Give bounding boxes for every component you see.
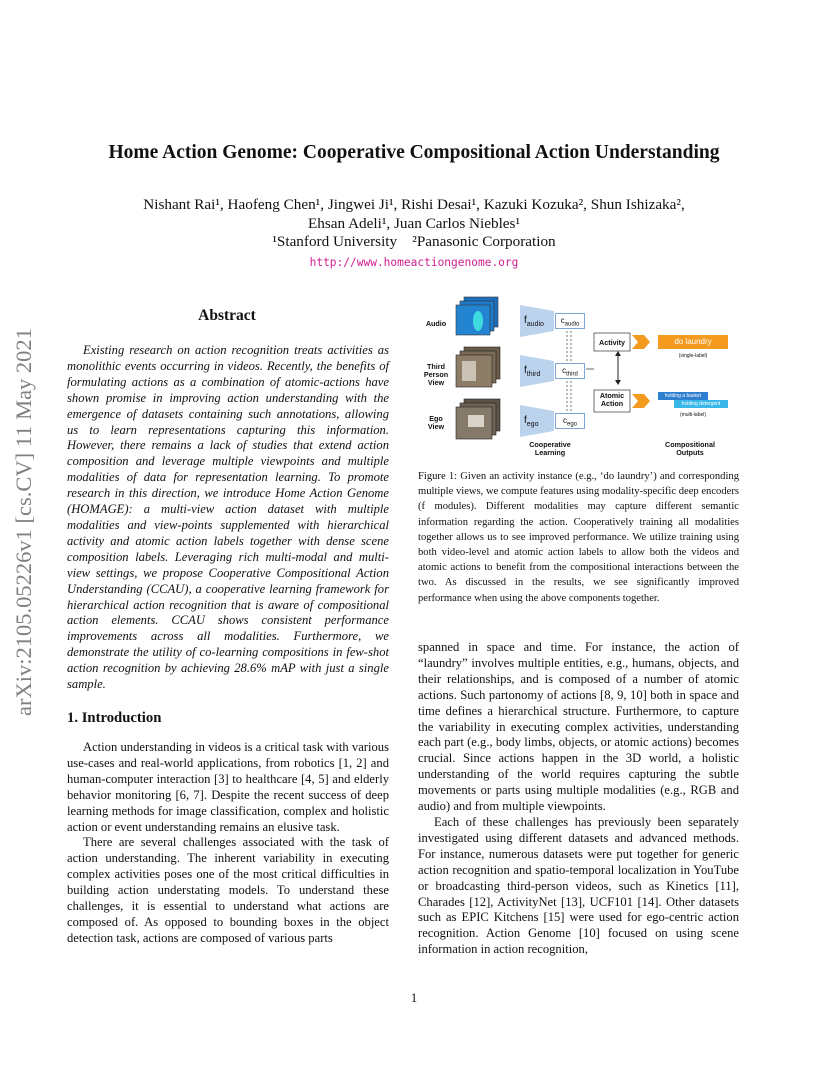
intro-right-paragraph-1: spanned in space and time. For instance, the action of “laundry” involves multiple entities, e.g., humans, objects, and their relationships, and is composed of a number of atomic actions. Such partonomy of actions [8, 9, 10] both in space and time defines a hierarchical structure. Furthermore, to capture the variability in executing complex activities, understanding each part (e.g., body limbs, objects, or atomic actions) becomes crucial. Since actions happen in the 3D world, a holistic understanding of the world requires capturing the subtle movements or parts using multiple modalities (e.g., RGB and audio) and from multiple viewpoints. [418, 640, 739, 814]
introduction-left-column [67, 740, 389, 947]
c-third-feature: $c_{third}$ [555, 363, 585, 379]
f-third-encoder: $f_{third}$ [524, 365, 541, 378]
abstract-text: Existing research on action recognition treats activities as monolithic events occurring in videos. Recently, the benefits of formulating actions as a combination of atomic-actions have shown promise in improving action understanding with the emergence of datasets containing such annotations, allowing us to learn representations capturing this information. However, there remains a lack of studies that extend action composition and leverage multiple viewpoints and multiple modalities of data for representation learning. To promote research in this direction, we introduce Home Action Genome (HOMAGE): a multi-view action dataset with multiple modalities and view-points supplemented with hierarchical activity and atomic action labels together with dense scene composition labels. Leveraging rich multi-modal and multi-view settings, we propose Cooperative Compositional Action Understanding (CCAU), a cooperative learning framework for hierarchical action recognition that is aware of compositional action elements. CCAU shows consistent performance improvements across all modalities. Furthermore, we demonstrate the utility of co-learning compositions in few-shot action recognition by achieving 28.6% mAP with just a single sample. [67, 343, 389, 692]
audio-spectrogram-stack [456, 297, 498, 335]
cooperative-learning-label: Cooperative Learning [529, 440, 571, 457]
holding-detergent-output: holding detergent [674, 400, 728, 408]
arxiv-identifier: arXiv:2105.05226v1 [cs.CV] 11 May 2021 [11, 328, 36, 716]
author-list [60, 195, 768, 233]
page-number: 1 [410, 990, 418, 1005]
activity-label: Activity [599, 338, 625, 347]
ego-view-label: Ego View [427, 414, 445, 431]
holding-basket-output: holding a basket [658, 392, 708, 400]
intro-paragraph-1: Action understanding in videos is a critical task with various use-cases and real-world applications, from robotics [1, 2] and human-computer interaction [3] to healthcare [4, 5] and elderly behavior monitoring [6, 7]. Despite the recent success of deep learning methods for image classification, complex and holistic action or event understanding remains an elusive task. [67, 740, 389, 834]
affiliations: ¹Stanford University ²Panasonic Corporation [272, 233, 556, 250]
figure-1 [418, 291, 739, 461]
c-ego-feature: $c_{ego}$ [555, 413, 585, 429]
third-person-label: Third Person View [423, 362, 449, 387]
figure-1-caption: Figure 1: Given an activity instance (e.g., ‘do laundry’) and corresponding multiple views, we compute features using modality-specific deep encoders (f modules). Different modalities may capture different semantic information regarding the action. Cooperatively training all modalities together allows us to see improved performance. We utilize training using both video-level and atomic action labels to allow both the videos and atomic actions to benefit from the compositional interactions between the two. As discussed in the results, we see significantly improved performance when using the above components together. [418, 471, 739, 604]
authors-line-2: Ehsan Adeli¹, Juan Carlos Niebles¹ [308, 215, 520, 232]
third-person-frames [456, 347, 500, 387]
c-audio-feature: $c_{audio}$ [555, 313, 585, 329]
activity-arrow [632, 335, 650, 349]
introduction-heading: 1. Introduction [67, 710, 162, 726]
intro-paragraph-2: There are several challenges associated with the task of action understanding. The inherent variability in executing complex activities poses one of the most critical difficulties in building action understating models. To understand these challenges, it is essential to understand what actions are composed of. As opposed to bounding boxes in the object detection task, actions are composed of various parts [67, 835, 389, 945]
audio-label: Audio [425, 319, 447, 328]
do-laundry-output: do laundry [658, 335, 728, 349]
f-audio-encoder: $f_{audio}$ [524, 315, 544, 328]
atomic-arrow [632, 394, 650, 408]
project-url-link[interactable]: http://www.homeactiongenome.org [309, 256, 519, 269]
abstract-heading: Abstract [198, 307, 256, 324]
authors-line-1: Nishant Rai¹, Haofeng Chen¹, Jingwei Ji¹, Rishi Desai¹, Kazuki Kozuka², Shun Ishizaka², [143, 196, 685, 213]
single-label-note: (single-label) [678, 353, 708, 359]
compositional-outputs-label: Compositional Outputs [665, 440, 715, 457]
f-ego-encoder: $f_{ego}$ [524, 415, 539, 428]
paper-title: Home Action Genome: Cooperative Compositional Action Understanding [108, 142, 720, 163]
atomic-action-label: Atomic Action [599, 391, 625, 408]
multi-label-note: (multi-label) [679, 412, 707, 418]
ego-view-frames [456, 399, 500, 439]
introduction-right-column [418, 640, 739, 958]
intro-right-paragraph-2: Each of these challenges has previously been separately investigated using different datasets and advanced methods. For instance, numerous datasets were put together for generic action recognition and spatio-temporal localization in YouTube or broadcasting third-person videos, such as Kinetics [11], Charades [12], ActivityNet [13], UCF101 [14]. Other datasets such as EPIC Kitchens [15] were used for ego-centric action recognition. Action Genome [10] focused on using scene information in action recognition, [418, 814, 739, 957]
